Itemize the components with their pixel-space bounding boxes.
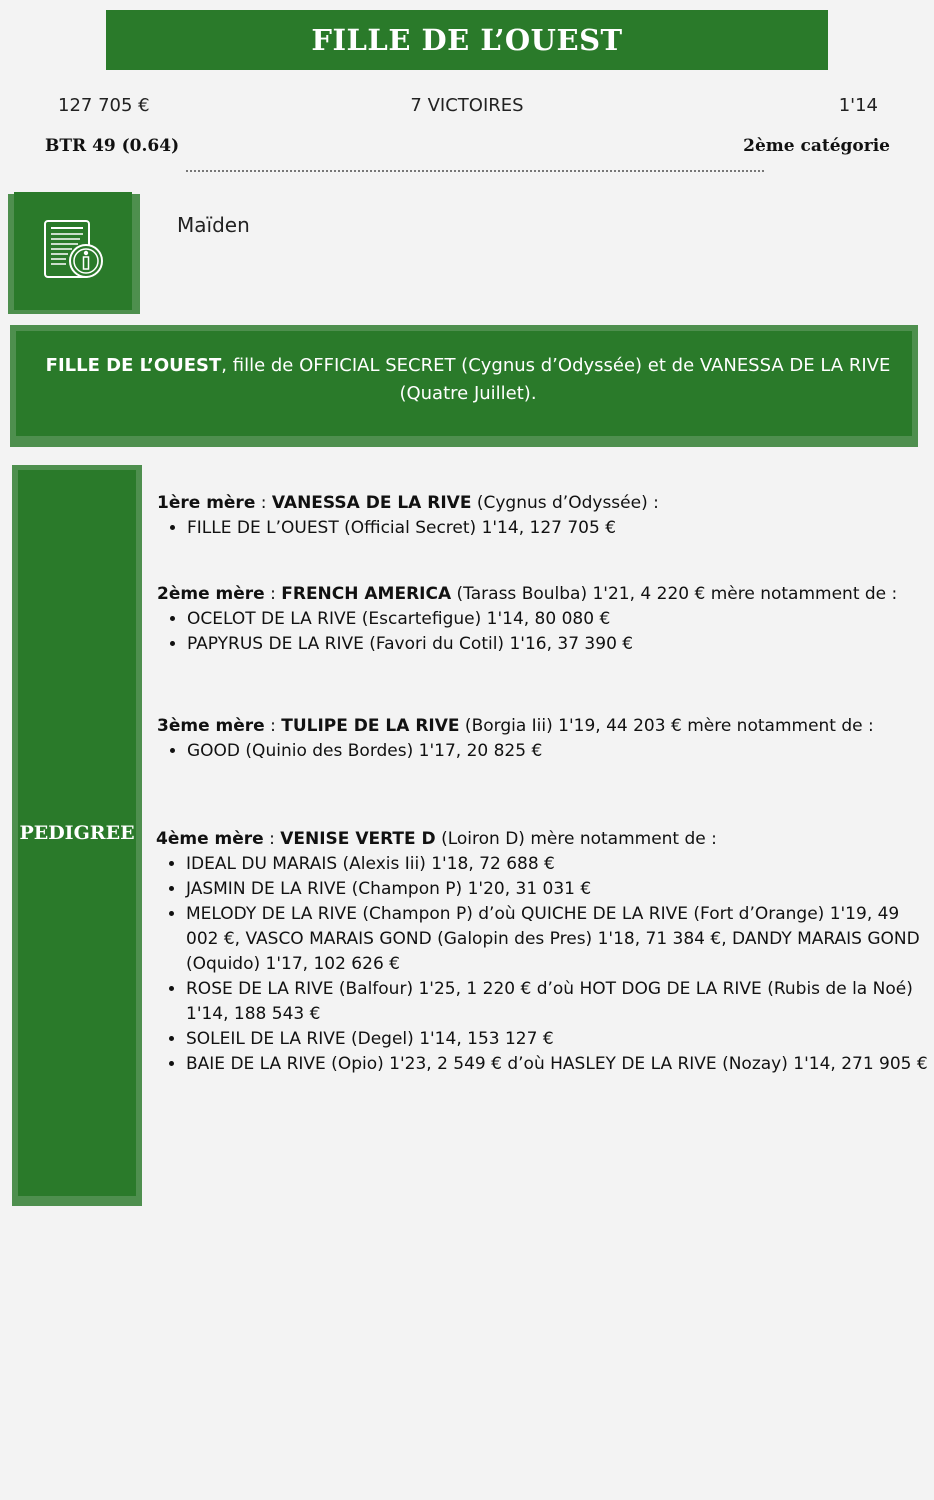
list-item: • OCELOT DE LA RIVE (Escartefigue) 1'14, 80 080 € bbox=[187, 607, 932, 632]
victories: 7 VICTOIRES bbox=[410, 95, 524, 116]
document-info-icon bbox=[40, 216, 106, 286]
btr-rating: BTR 49 (0.64) bbox=[45, 136, 180, 156]
list-item: • JASMIN DE LA RIVE (Champon P) 1'20, 31 031 € bbox=[186, 877, 930, 902]
divider bbox=[186, 170, 764, 172]
mother-section-3 bbox=[157, 714, 932, 764]
mother-section-1 bbox=[157, 491, 932, 541]
list-item: • PAPYRUS DE LA RIVE (Favori du Cotil) 1'16, 37 390 € bbox=[187, 632, 932, 657]
pedigree-box bbox=[18, 470, 136, 1196]
mother-section-2 bbox=[157, 582, 932, 657]
list-item: • FILLE DE L’OUEST (Official Secret) 1'14, 127 705 € bbox=[187, 516, 932, 541]
mother-heading: 3ème mère : TULIPE DE LA RIVE (Borgia Iii) 1'19, 44 203 € mère notamment de : bbox=[157, 716, 874, 736]
list-item: • SOLEIL DE LA RIVE (Degel) 1'14, 153 127 € bbox=[186, 1027, 930, 1052]
record-time: 1'14 bbox=[838, 95, 878, 116]
mother-section-4 bbox=[156, 827, 930, 1077]
parentage: , fille de OFFICIAL SECRET (Cygnus d’Odyssée) et de VANESSA DE LA RIVE (Quatre Juillet). bbox=[221, 355, 891, 404]
info-box bbox=[14, 192, 132, 310]
list-item: • MELODY DE LA RIVE (Champon P) d’où QUICHE DE LA RIVE (Fort d’Orange) 1'19, 49 002 €, VASCO MARAIS GOND (Galopin des Pres) 1'18, 71 384 €, DANDY MARAIS GOND (Oquido) 1'17, 102 626 € bbox=[186, 902, 930, 977]
page-title: FILLE DE L’OUEST bbox=[106, 10, 828, 70]
offspring-list bbox=[157, 739, 932, 764]
list-item: • BAIE DE LA RIVE (Opio) 1'23, 2 549 € d’où HASLEY DE LA RIVE (Nozay) 1'14, 271 905 € bbox=[186, 1052, 930, 1077]
category: 2ème catégorie bbox=[743, 136, 890, 156]
pedigree-label: PEDIGREE bbox=[19, 822, 135, 844]
description-text bbox=[40, 352, 896, 408]
mother-heading: 4ème mère : VENISE VERTE D (Loiron D) mère notamment de : bbox=[156, 829, 717, 849]
list-item: • ROSE DE LA RIVE (Balfour) 1'25, 1 220 € d’où HOT DOG DE LA RIVE (Rubis de la Noé) 1'14, 188 543 € bbox=[186, 977, 930, 1027]
offspring-list bbox=[156, 852, 930, 1077]
list-item: • GOOD (Quinio des Bordes) 1'17, 20 825 € bbox=[187, 739, 932, 764]
earnings: 127 705 € bbox=[58, 95, 150, 116]
offspring-list bbox=[157, 607, 932, 657]
offspring-list bbox=[157, 516, 932, 541]
horse-name: FILLE DE L’OUEST bbox=[45, 355, 222, 376]
maiden-status: Maïden bbox=[177, 213, 250, 237]
mother-heading: 2ème mère : FRENCH AMERICA (Tarass Boulba) 1'21, 4 220 € mère notamment de : bbox=[157, 584, 898, 604]
mother-heading: 1ère mère : VANESSA DE LA RIVE (Cygnus d’Odyssée) : bbox=[157, 493, 659, 513]
list-item: • IDEAL DU MARAIS (Alexis Iii) 1'18, 72 688 € bbox=[186, 852, 930, 877]
